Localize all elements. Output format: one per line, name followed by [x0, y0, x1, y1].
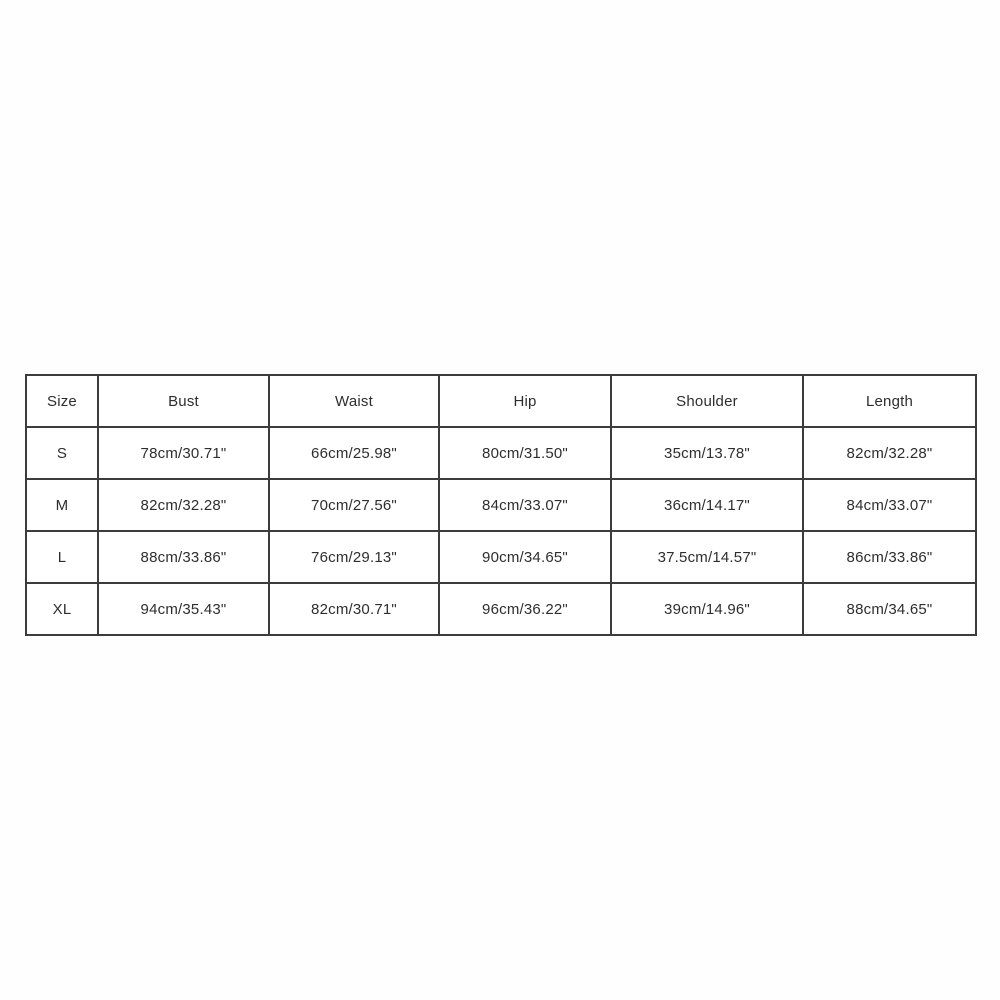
header-row — [26, 375, 976, 427]
size-label: L — [26, 531, 98, 583]
bust-value: 82cm/32.28" — [98, 479, 269, 531]
hip-value: 96cm/36.22" — [439, 583, 611, 635]
size-label: XL — [26, 583, 98, 635]
header-cell-size: Size — [26, 375, 98, 427]
length-value: 82cm/32.28" — [803, 427, 976, 479]
bust-value: 88cm/33.86" — [98, 531, 269, 583]
table-row-s — [26, 427, 976, 479]
header-cell-bust: Bust — [98, 375, 269, 427]
hip-value: 80cm/31.50" — [439, 427, 611, 479]
waist-value: 82cm/30.71" — [269, 583, 439, 635]
shoulder-value: 35cm/13.78" — [611, 427, 803, 479]
header-cell-hip: Hip — [439, 375, 611, 427]
length-value: 86cm/33.86" — [803, 531, 976, 583]
shoulder-value: 39cm/14.96" — [611, 583, 803, 635]
header-cell-shoulder: Shoulder — [611, 375, 803, 427]
shoulder-value: 37.5cm/14.57" — [611, 531, 803, 583]
length-value: 88cm/34.65" — [803, 583, 976, 635]
hip-value: 84cm/33.07" — [439, 479, 611, 531]
waist-value: 76cm/29.13" — [269, 531, 439, 583]
size-label: S — [26, 427, 98, 479]
table-row-l — [26, 531, 976, 583]
header-cell-waist: Waist — [269, 375, 439, 427]
size-label: M — [26, 479, 98, 531]
table-row-m — [26, 479, 976, 531]
size-chart-body — [26, 427, 976, 635]
bust-value: 78cm/30.71" — [98, 427, 269, 479]
length-value: 84cm/33.07" — [803, 479, 976, 531]
hip-value: 90cm/34.65" — [439, 531, 611, 583]
waist-value: 70cm/27.56" — [269, 479, 439, 531]
size-chart-table — [25, 374, 977, 636]
table-row-xl — [26, 583, 976, 635]
shoulder-value: 36cm/14.17" — [611, 479, 803, 531]
header-cell-length: Length — [803, 375, 976, 427]
size-chart-header — [26, 375, 976, 427]
bust-value: 94cm/35.43" — [98, 583, 269, 635]
waist-value: 66cm/25.98" — [269, 427, 439, 479]
